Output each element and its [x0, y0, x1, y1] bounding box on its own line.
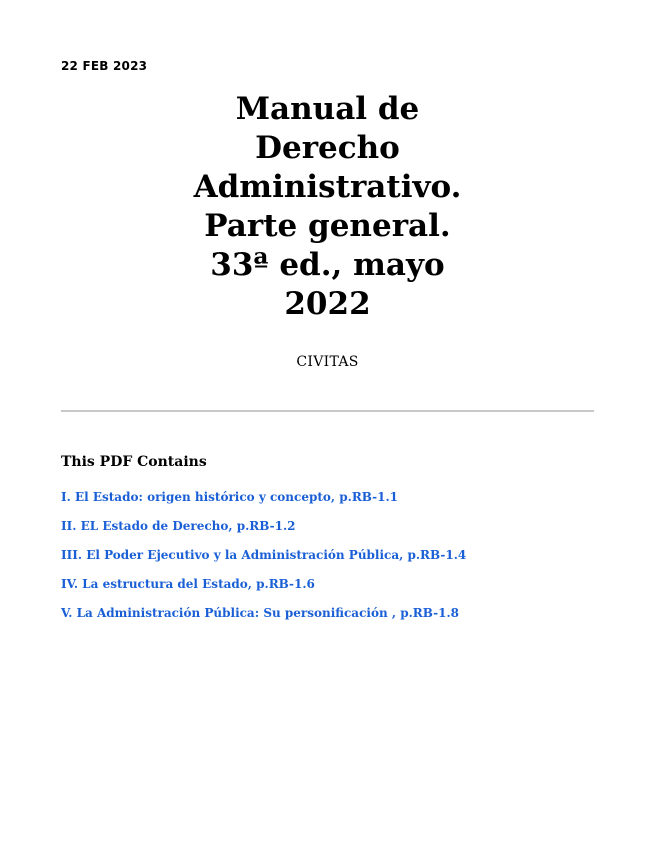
title-line: Administrativo.	[193, 169, 462, 205]
title-line: Derecho	[255, 130, 400, 166]
contents-item	[61, 573, 466, 602]
publisher-name: CIVITAS	[296, 354, 359, 370]
contents-link-5[interactable]: V. La Administración Pública: Su personificación , p.RB-1.8	[61, 606, 459, 620]
document-title	[150, 90, 505, 324]
title-line: 33ª ed., mayo	[210, 247, 445, 283]
title-line: Manual de	[235, 91, 420, 127]
title-line: Parte general.	[204, 208, 451, 244]
document-date: 22 FEB 2023	[61, 59, 148, 73]
contents-list	[61, 486, 466, 631]
contents-heading: This PDF Contains	[61, 454, 207, 470]
contents-link-1[interactable]: I. El Estado: origen histórico y concepto, p.RB-1.1	[61, 490, 399, 504]
contents-link-3[interactable]: III. El Poder Ejecutivo y la Administración Pública, p.RB-1.4	[61, 548, 467, 562]
contents-link-4[interactable]: IV. La estructura del Estado, p.RB-1.6	[61, 577, 315, 591]
section-divider	[61, 410, 594, 412]
contents-item	[61, 602, 466, 631]
contents-item	[61, 515, 466, 544]
contents-item	[61, 544, 466, 573]
contents-link-2[interactable]: II. EL Estado de Derecho, p.RB-1.2	[61, 519, 296, 533]
title-line: 2022	[284, 286, 371, 322]
contents-item	[61, 486, 466, 515]
